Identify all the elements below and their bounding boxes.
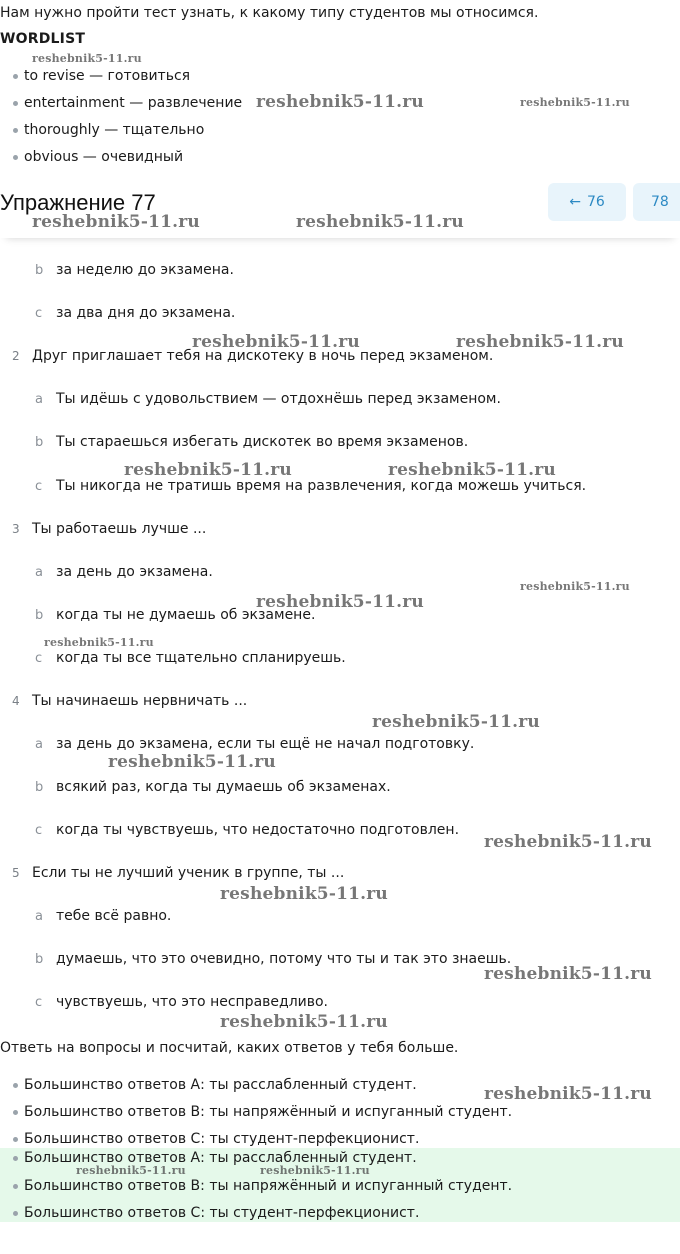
watermark: reshebnik5-11.ru xyxy=(256,592,424,612)
option-c: c чувствуешь, что это несправедливо. xyxy=(35,994,329,1010)
bullet-icon xyxy=(13,1137,18,1142)
bullet-icon xyxy=(13,1184,18,1189)
option-a: a за день до экзамена, если ты ещё не начал подготовку. xyxy=(35,736,475,752)
question-5 xyxy=(0,863,344,883)
option-b: b за неделю до экзамена. xyxy=(35,262,234,278)
bullet-icon xyxy=(13,128,18,133)
question-text: Друг приглашает тебя на дискотеку в ночь перед экзаменом. xyxy=(32,348,494,364)
option-a: a за день до экзамена. xyxy=(35,564,213,580)
wordlist-item: to revise — готовиться xyxy=(0,66,190,86)
question-number: 4 xyxy=(12,694,20,708)
option-b: b думаешь, что это очевидно, потому что ты и так это знаешь. xyxy=(35,951,512,967)
option-c: c Ты никогда не тратишь время на развлечения, когда можешь учиться. xyxy=(35,478,587,494)
bullet-icon xyxy=(13,1156,18,1161)
question-number: 3 xyxy=(12,522,20,536)
watermark: reshebnik5-11.ru xyxy=(192,332,360,352)
question-text: Если ты не лучший ученик в группе, ты ... xyxy=(32,865,345,881)
option-b: b Ты стараешься избегать дискотек во время экзаменов. xyxy=(35,434,469,450)
prev-exercise-label: 76 xyxy=(586,194,605,210)
watermark: reshebnik5-11.ru xyxy=(220,884,388,904)
option-c: c за два дня до экзамена. xyxy=(35,305,236,321)
prev-exercise-button[interactable] xyxy=(548,183,626,221)
next-exercise-button[interactable] xyxy=(633,183,680,221)
wordlist-item: entertainment — развлечение xyxy=(0,93,242,113)
watermark: reshebnik5-11.ru xyxy=(256,92,424,112)
bullet-icon xyxy=(13,1110,18,1115)
arrow-left-icon: ← xyxy=(569,194,581,210)
option-b: b всякий раз, когда ты думаешь об экзаменах. xyxy=(35,779,391,795)
option-b: b когда ты не думаешь об экзамене. xyxy=(35,607,316,623)
watermark: reshebnik5-11.ru xyxy=(124,460,292,480)
result-item: Большинство ответов С: ты студент-перфекционист. xyxy=(0,1129,419,1149)
instruction-text: Ответь на вопросы и посчитай, каких ответов у тебя больше. xyxy=(0,1040,459,1056)
watermark: reshebnik5-11.ru xyxy=(372,712,540,732)
result-item: Большинство ответов В: ты напряжённый и испуганный студент. xyxy=(0,1102,512,1122)
exercise-title: Упражнение 77 xyxy=(0,190,156,215)
bullet-icon xyxy=(13,74,18,79)
watermark: reshebnik5-11.ru xyxy=(32,212,200,232)
watermark: reshebnik5-11.ru xyxy=(108,752,276,772)
question-text: Ты начинаешь нервничать ... xyxy=(32,693,248,709)
watermark: reshebnik5-11.ru xyxy=(456,332,624,352)
option-a: a Ты идёшь с удовольствием — отдохнёшь перед экзаменом. xyxy=(35,391,501,407)
wordlist-title: WORDLIST xyxy=(0,31,86,47)
watermark: reshebnik5-11.ru xyxy=(520,96,630,109)
wordlist-item: thoroughly — тщательно xyxy=(0,120,204,140)
watermark: reshebnik5-11.ru xyxy=(484,964,652,984)
question-number: 2 xyxy=(12,349,20,363)
answer-item: Большинство ответов А: ты расслабленный студент. xyxy=(0,1148,417,1168)
wordlist-item: obvious — очевидный xyxy=(0,147,183,167)
watermark: reshebnik5-11.ru xyxy=(484,1084,652,1104)
question-4 xyxy=(0,691,247,711)
next-exercise-label: 78 xyxy=(651,194,669,210)
bullet-icon xyxy=(13,1083,18,1088)
watermark: reshebnik5-11.ru xyxy=(388,460,556,480)
bullet-icon xyxy=(13,101,18,106)
option-c: c когда ты все тщательно спланируешь. xyxy=(35,650,346,666)
answer-item: Большинство ответов С: ты студент-перфекционист. xyxy=(0,1203,419,1223)
watermark: reshebnik5-11.ru xyxy=(520,580,630,593)
question-number: 5 xyxy=(12,866,20,880)
bullet-icon xyxy=(13,1211,18,1216)
watermark: reshebnik5-11.ru xyxy=(220,1012,388,1032)
watermark: reshebnik5-11.ru xyxy=(260,1164,370,1177)
result-item: Большинство ответов А: ты расслабленный студент. xyxy=(0,1075,417,1095)
option-c: c когда ты чувствуешь, что недостаточно подготовлен. xyxy=(35,822,460,838)
watermark: reshebnik5-11.ru xyxy=(44,636,154,649)
watermark: reshebnik5-11.ru xyxy=(296,212,464,232)
watermark: reshebnik5-11.ru xyxy=(32,52,142,65)
question-3 xyxy=(0,519,206,539)
question-text: Ты работаешь лучше ... xyxy=(32,521,207,537)
bullet-icon xyxy=(13,155,18,160)
answer-item: Большинство ответов В: ты напряжённый и испуганный студент. xyxy=(0,1176,512,1196)
option-a: a тебе всё равно. xyxy=(35,908,172,924)
watermark: reshebnik5-11.ru xyxy=(484,832,652,852)
watermark: reshebnik5-11.ru xyxy=(76,1164,186,1177)
intro-text: Нам нужно пройти тест узнать, к какому типу студентов мы относимся. xyxy=(0,5,539,21)
